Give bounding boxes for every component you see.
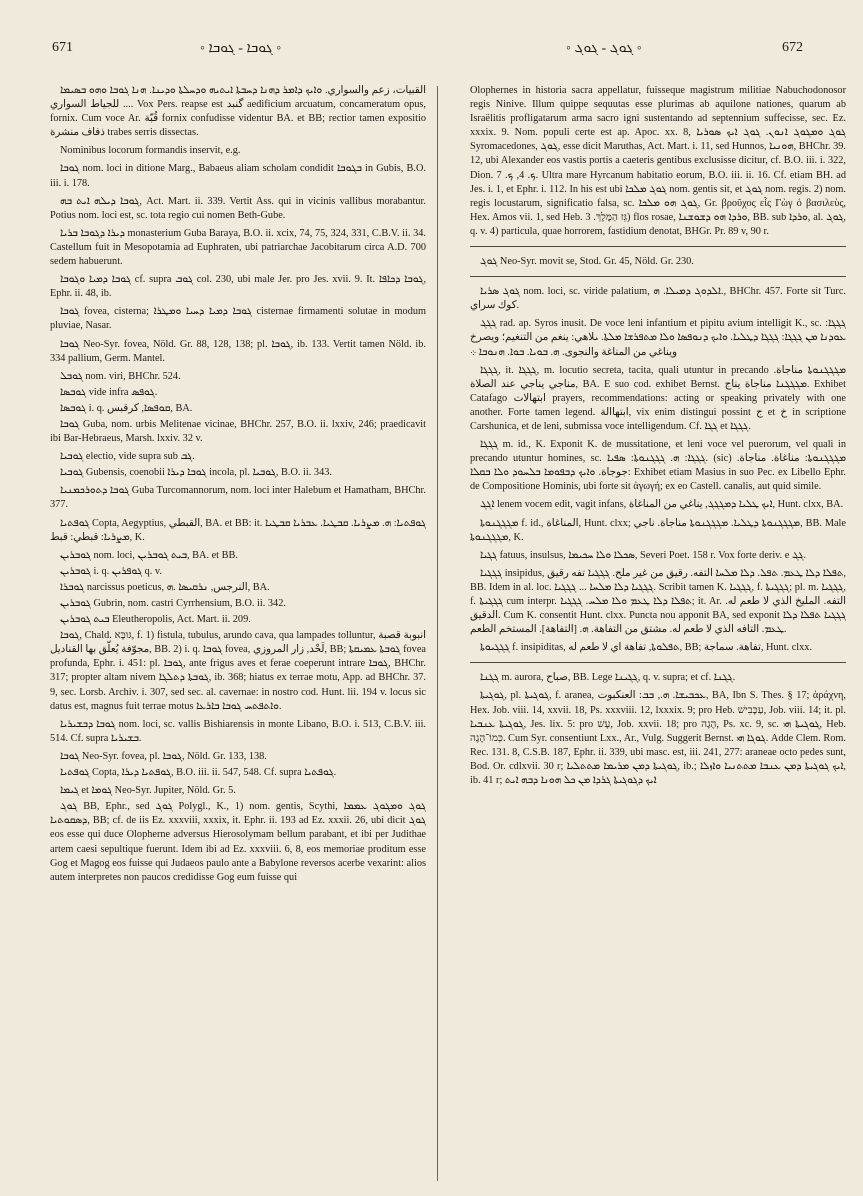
- entry: ܓܘܒܪܝܢ i. q. ܓܘܦܪܝܢ q. v.: [60, 565, 162, 577]
- entry: ܓܓܓܝܘܬܐ f. insipiditas, ܬܦܠܘܬܐ, تفاهة اي لا طعم له, BB; تفاهة. سماجة, Hunt. clxx.: [480, 642, 813, 654]
- left-page-number: 671: [52, 40, 73, 55]
- entry: ܓܝܡܐ et ܓܘܡܐ Neo-Syr. Jupiter, Nöld. Gr. 5.: [60, 785, 236, 797]
- entry-note: Nominibus locorum formandis inservit, e.g.: [60, 145, 241, 157]
- entry: ܓܓܝܐ fatuus, insulsus, ܣܟܠܐ ܘܠܐ ܚܟܝܡܐ, Severi Poet. 158 r. Vox forte deriv. e ܓܓ.: [480, 549, 807, 561]
- entry: ܓܘܒܐ Neo-Syr. fovea, pl. ܓܘܒܐ, Nöld. Gr. 133, 138.: [60, 750, 267, 762]
- entry: ܓܓܓ rad. ap. Syros inusit. De voce leni infantium et pipitu avium intelligit K., sc. ܓܓܓܐ: ܥܘܕܢܐ ܡܢ ܓܓܓܐ: ܓܓܓܐ ܕܛܠܝܐ. ܘܐܝܟ ܕܢܘܦܣܐ ܘܠܐ ܡܬܦܪܫܐ ܡܠܬܐ. ܝلاهي: ينغم من التنغيم؛ ويصرخ ويناغي من المناغة والنجوى. ܗ. ܒܘܝܐ. ܒܘܐ. ܗܢܘܒܐ ܀: [470, 318, 846, 358]
- left-column: [50, 84, 426, 1184]
- entry: ܡܓܓܓܢܘܬܐ f. id., المناغاة, Hunt. clxx; ܡܓܓܓܢܘܬܐ ܕܛܠܝܐ. ܡܓܓܓܢܘܬܐ مناجاة. ناجي, BB. Male ܡܓܓܓܢܘܬܐ, K.: [470, 517, 846, 543]
- entry: ܓܘܒܐ, Chald. גּוּבָּא, f. 1) fistula, tubulus, arundo cava, qua lampades tolluntur, انبوبة قصبة مجوّفة يُعلّق بها القناديل, BB. 2) i. q. ܓܘܒܐ fovea, لَحْد, زار المروزي, BB; ܓܘܒܬܐ ܥܡܝܩܬܐ fovea profunda, Ephr. i. 451: pl. ܓܘܒܐ, ante frigus aves et ferae coeperunt intrare ܓܘܒܐ, BHChr. 317; propter altam nivem ܓܘܒܬܐ ܕܬܠܓܐ, ib. 368; hiatus ex terrae motu, App. ad BHChr. 37. 9, sec. Lorsb. Archiv. i. 307, sed sec. al. cavernae: in nostro cod. Hunt. lii. 194 v. locus sic datus est, magnus fuit terrae motus ܘܐܬܦܬܚ ܓܘܒܐ ܒܐܪܥܐ.: [50, 630, 426, 712]
- entry: ܓܘܒܪܝܢ nom. loci, ܒܝܬ ܓܘܒܪܝܢ, BA. et BB.: [60, 549, 238, 561]
- entry: ܓܘܒܠ nom. viri, BHChr. 524.: [60, 370, 181, 382]
- entry-continuation: القبيات، زعم والسواري. ܘܐܝܟ ܕܐܡܪ ܕܗܢܐ ܕܚܒܬܐ ܐܝܬܝܗ ܘܕܚܠܬܐ ܘܕܝܢܐ. ܗܢܐ ܓܘܒܐ ܘܗܘ ܒܣܝܡܐ ... للجياط السواري. Vox Pers. reapse est گنبد aedificium arcuatum, concameratum opus, fornix. Cum voce Ar. قُبّة fornix confudisse videntur BA. et BB; rectior tamen expositio ذفاف منشرة trabes serris dissectas.: [50, 85, 426, 139]
- section-rule: [470, 662, 846, 663]
- entry: ܓܘܒܪܐ narcissus poeticus, النرجس, ܢܪܩܝܣܐ .ܗ, BA.: [60, 581, 270, 593]
- entry: ܓܘܒܐ ܕܡܝܐ ܘܓܘܒܐ cf. supra ܓܘܒ col. 230, ubi male Jer. pro Jes. xvii. 9. It. ܓܘܒܐ ܕܟܐܦܐ, Ephr. ii. 48, ib.: [50, 274, 426, 300]
- entry: ܓܘܒܐ nom. loci in ditione Marg., Babaeus aliam scholam condidit ܒܓܘܒܐ in Gubis, B.O. iii. i. 178.: [50, 163, 426, 189]
- entry: ܓܘܒܣܐ vide infra ܓܘܦܣ.: [60, 386, 158, 398]
- entry: ܓܘܒܐ ܕܬܘܪܟܡܢܝܐ Guba Turcomannorum, nom. loci inter Halebum et Hamatham, BHChr. 377.: [50, 485, 426, 511]
- entry: ܓܘܓܝܬܐ, pl. ܓܘܓܝܬܐ, f. aranea, ܥܟܒܝܫܐ. ܗ., ܒܒ: العنكبوت, BA, Ibn S. Thes. § 17; ἀράχνη, Hex. Job. viii. 14, xxvii. 18, Ps. xxxviii. 12, lxxxix. 9; pro Heb. עַכָּבִישׁ, Job. viii. 14; it. pl. ܓܘܓܝܬܐ ܥܢܒܝܐ, Jes. lix. 5: pro עָשׁ, Job. xxvii. 18; pro הֶגֶה, Ps. xc. 9, sc. ܓܘܓܝܬܐ ܗܝ, Heb. כְּמוֹ־הֶגֶה. Cum Syr. consentiunt Lxx., Ar., Vulg. Suggerit Bernst. ܓܘܓܐ ܗܝ. Adde Clem. Rom. Rec. 131. 8, C.S.B. 187, Ephr. ii. 339, ubi masc. est, iii. 241, 277: araneae octo pedes sunt, Bod. Or. cdlxvii. 30 r; ܓܘܓܝܬܐ ܕܡܢ ܡܪܝܡܐ ܡܬܬܠܝܐ, ib.; ܐܝܟ ܓܘܓܝܬܐ ܕܡܢ ܥܢܒܐ ܡܬܬܢܝܐ ܘܐܙܠܐ, ib. 41 r; ܐܝܟ ܕܓܘܓܝܬܐ ܓܪܕܐ ܡܢ ܟܠ ܗܘܢܐ ܕܒܗ ܐܝܬ: [470, 690, 846, 787]
- entry: ܓܓܓܝܐ insipidus, ܬܦܠܐ ܕܠܐ ܛܥܡ. ܬܦܠ. ܕܠܐ ܡܠܚܐ التفه. رقيق من غير ملح. ܓܓܓܝܐ تفه رقيق, BB. Idem in al. loc. ܓܓܓܝܐ ܕܠܐ ܡܠܚܐ ... ܓܓܓܝܐ. Scribit tamen K. ܓܓܓܝܐ, f. ܓܓܓܝܬܐ; pl. m. ܓܓܓܝܐ, f. ܓܓܓܝܬܐ cum interpr. ܬܦܠܐ ܕܠܐ ܛܥܡ ܘܠܐ ܡܠܚ. ܓܓܓܝܐ; it. Ar. التفه. المليخ الذي لا طعم له. الدقيق. Cum K. consentit Hunt. clxx. Puncta nou apponit BA, sed exponit ܓܓܓܝܐ ܬܦܠܐ ܕܠܐ ܛܥܡ. التافه الذي لا طعم له. مشتق من التفاهة. ܗ. [التفاهة]. المستخم الطعم.: [470, 567, 846, 636]
- entry: ܓܘܦܬܝܐ Copta, Aegyptius, القبطي, BA. et BB: it. ܓܘܦܬܝܐ: ܗ. ܡܨܪܝܐ. ܩܒܛܝܐ. ܥܒܪܝܐ ܩܒܛܝܐ ܡܨܪܝܐ: قبطي: قبط, K.: [50, 517, 426, 543]
- entry: ܓܘܒܐ ܕܝܠܗ ܐܝܬ ܒܗ, Act. Mart. ii. 339. Vertit Ass. qui in vicinis vallibus morabantur. Potius nom. loci est, sc. tota regio cui nomen Beth-Gube.: [50, 195, 426, 221]
- entry: ܓܘܒܐ Guba, nom. urbis Melitenae vicinae, BHChr. 257, B.O. ii. lxxiv, 246; praedicavit ibi Bar-Hebraeus, Marsh. lxxiv. 32 v.: [50, 418, 426, 445]
- section-rule: [470, 276, 846, 277]
- entry: ܓܘܒܐ Neo-Syr. fovea, Nöld. Gr. 88, 128, 138; pl. ܓܘܒܐ, ib. 133. Vertit tamen Nöld. ib. 334 pallium, Germ. Mantel.: [50, 338, 426, 364]
- entry: ܓܓܓܐ m. id., K. Exponit K. de mussitatione, et leni voce vel puerorum, vel quali in precando utuntur homines, sc. ܓܓܓܐ: ܗ. ܓܓܓܢܘܬܐ: ܣܦܝܐ. (sic) ܡܓܓܓܢܘܬܐ: مناغاة. مناجاة. جوجاة. ܘܐܝܟ ܕܒܦܘܡܐ ܒܠܚܘܕ ܘܠܐ ܒܩܠܐ: Exhibet etiam Masius in suo Pec. ex Libello Ephr. de Compositione Hominis, ubi forte sit ἀγωγή; ex eo Castell. canalis, aut quid simile.: [470, 439, 846, 493]
- entry: ܓܘܒܝܐ Gubensis, coenobii ܓܘܒܐ ܕܝܪܐ incola, pl. ܓܘܒܝܐ, B.O. ii. 343.: [60, 467, 332, 479]
- entry: ܓܘܒܐ ܕܒܫܝܪܝܐ nom. loci, sc. vallis Bishiarensis in monte Libano, B.O. i. 513, C.B.V. iii. 514. Cf. supra ܒܫܝܪܝܐ.: [50, 718, 426, 744]
- entry: ܓܓܢܐ m. aurora, صباح, BB. Lege ܓܓܝܢܐ, q. v. supra; et cf. ܓܓܢܐ.: [480, 672, 736, 684]
- entry: ܓܘܒܐ fovea, cisterna; ܓܘܒܐ ܕܡܝܐ ܕܚܝܐ ܘܡܛܪܐ cisternae firmamenti solutae in modum pluviae, Nasar.: [50, 306, 426, 332]
- entry: ܓܘܓ BB, Ephr., sed ܓܘܓ Polygl., K., 1) nom. gentis, Scythi, ܓܘܓ ܘܡܓܘܓ ܥܡܡܐ ܕܣܩܘܬܝܐ, BB; cf. de iis Ez. xxxviii, xxxix, it. Ephr. ii. 193 ad Ez. xxxii. 26, ubi dicit ܓܘܓ eos esse qui duce Olopherne adversus Hierosolymam bellum parabant, et ibi per Judithae artem caesi sepultique fuerunt. Idem ibi ad Ez. xxxviii. 6, 8, eos memoriae proditum esse Gog et Magog eos fuisse qui Judaeos paulo ante a Babylone reversos acerbe vexarint: alios autem interpretes non paucos credidisse Gog eum fuisse qui: [50, 801, 426, 883]
- right-page-number: 672: [782, 40, 803, 55]
- entry: ܐܓܓ lenem vocem edit, vagit infans, ܐܝܟ ܛܠܝܐ ܕܡܓܓܓ, يناغي من المناغاة, Hunt. clxx, BA.: [480, 499, 844, 511]
- entry: ܓܘܓ ܣܪܝܐ nom. loci, sc. viride palatium, ܐܠܕܘܓ ܕܡܝܠܐ. ܗ., BHChr. 457. Forte sit Turc. كوك سراي.: [470, 286, 846, 312]
- column-divider: [437, 86, 438, 1181]
- entry-continuation: Olophernes in historia sacra appellatur, fuisseque magistrum militiae Nabuchodonosor regis Ninive. Illum quippe sequutas esse plurimas ab aquilone nationes, quarum ab Israëlitis profligatarum arma sacro igni sustentando ad septennium suffecisse, sec. Ez. xxxix. 9. Nom. populi certe est ap. Apoc. xx. 8, ܓܘܓ ܘܡܓܘܓ ܐܢܘܢ. ܓܘܓ ܐܝܟ ܣܘܪܝܐ Syromacedones, ܓܘܓ, esse dicit Maruthas, Act. Mart. i. 11, sed Hunnos, ܗܘܢܝܐ, BHChr. 39. 12, ubi Alexander eos vastis portis a caeteris gentibus exclusisse dicitur, cf. B.O. iii. i. 322, Dion. ܟ. 4, ܟ. 7. Ultra mare Hyrcanum habitatio eorum, B.O. iii. ii. 16. Cf. etiam BH. ad Jes. i. 1, et Ephr. i. 112. In his est ubi ܓܘܓ ܡܠܟܐ nom. gentis sit, et ܓܘܓ nom. regis. 2) nom. regis locustarum, significatio falsa, sc. ܓܘܓ ܗܘ ܡܠܟܐ, Gr. βροῦχος εἷς Γὼγ ὁ βασιλεὺς, Hex. Amos vii. 1, sed Heb. גֵּז הַמֶּלֶךְ. 3) flos rosae, ܘܪܕܐ ܗܘ ܕܫܘܫܢܐ, BB. sub ܘܪܕܐ, al. ܓܘܓ, q. v. 4) particula, quae horrorem, fastidium denotat, BHGr. Pr. 89 v, 90 r.: [470, 85, 846, 237]
- entry: ܓܘܒܝܐ electio, vide supra sub ܓܒ.: [60, 451, 195, 463]
- entry: ܓܘܓ Neo-Syr. movit se, Stod. Gr. 45, Nöld. Gr. 230.: [480, 256, 694, 268]
- entry: ܓܘܒܣܐ i. q. ܩܘܦܣܐ, كرقبس, BA.: [60, 402, 193, 414]
- entry: ܒܝܬ ܓܘܒܪܝܢ Eleutheropolis, Act. Mart. ii. 209.: [60, 614, 251, 626]
- entry: ܓܘܦܬܝܐ Copta, ܓܘܦܬܝܐ ܕܝܪܐ, B.O. iii. ii. 547, 548. Cf. supra ܓܘܦܬܝܐ.: [60, 767, 337, 779]
- entry: ܓܓܓܐ, it. ܓܓܓܐ, m. locutio secreta, tacita, quali utuntur in precando ܡܓܓܓܢܘܬܐ مناجاة. مناجي يناجي عند الصلاة, BA. E suo cod. exhibet Bernst. ܡܓܓܓܢܐ مناجاة يناج. Exhibet Catafago ابتهالات prayers, recommendations: acting or speaking privately with one another. Forte tamen legend. ابتهاالة, vix enim distingui possint ج et خ in scriptione Carshunica, et de leni, submissa voce intelligendum. Cf. ܓܓܐ et ܓܓܓܐ.: [470, 364, 846, 432]
- right-running-head: ◦ ܓܘܓ - ܓܘܓ ◦: [566, 41, 642, 56]
- entry: ܕܝܪܐ ܕܓܘܒܐ ܒܪܝܐ monasterium Guba Baraya, B.O. ii. xcix, 74, 75, 324, 331, C.B.V. ii. 34. Castellum fuit in Mesopotamia ad Euphraten, ubi patriarchae Jacobitarum circa A.D. 700 sedem habuerunt.: [50, 227, 426, 268]
- right-column: [470, 84, 846, 1194]
- entry: ܓܘܒܪܝܢ Gubrin, nom. castri Cyrrhensium, B.O. ii. 342.: [60, 598, 286, 609]
- section-rule: [470, 246, 846, 247]
- left-running-head: ◦ ܓܘܒܐ - ܓܘܒܐ ◦: [200, 41, 282, 56]
